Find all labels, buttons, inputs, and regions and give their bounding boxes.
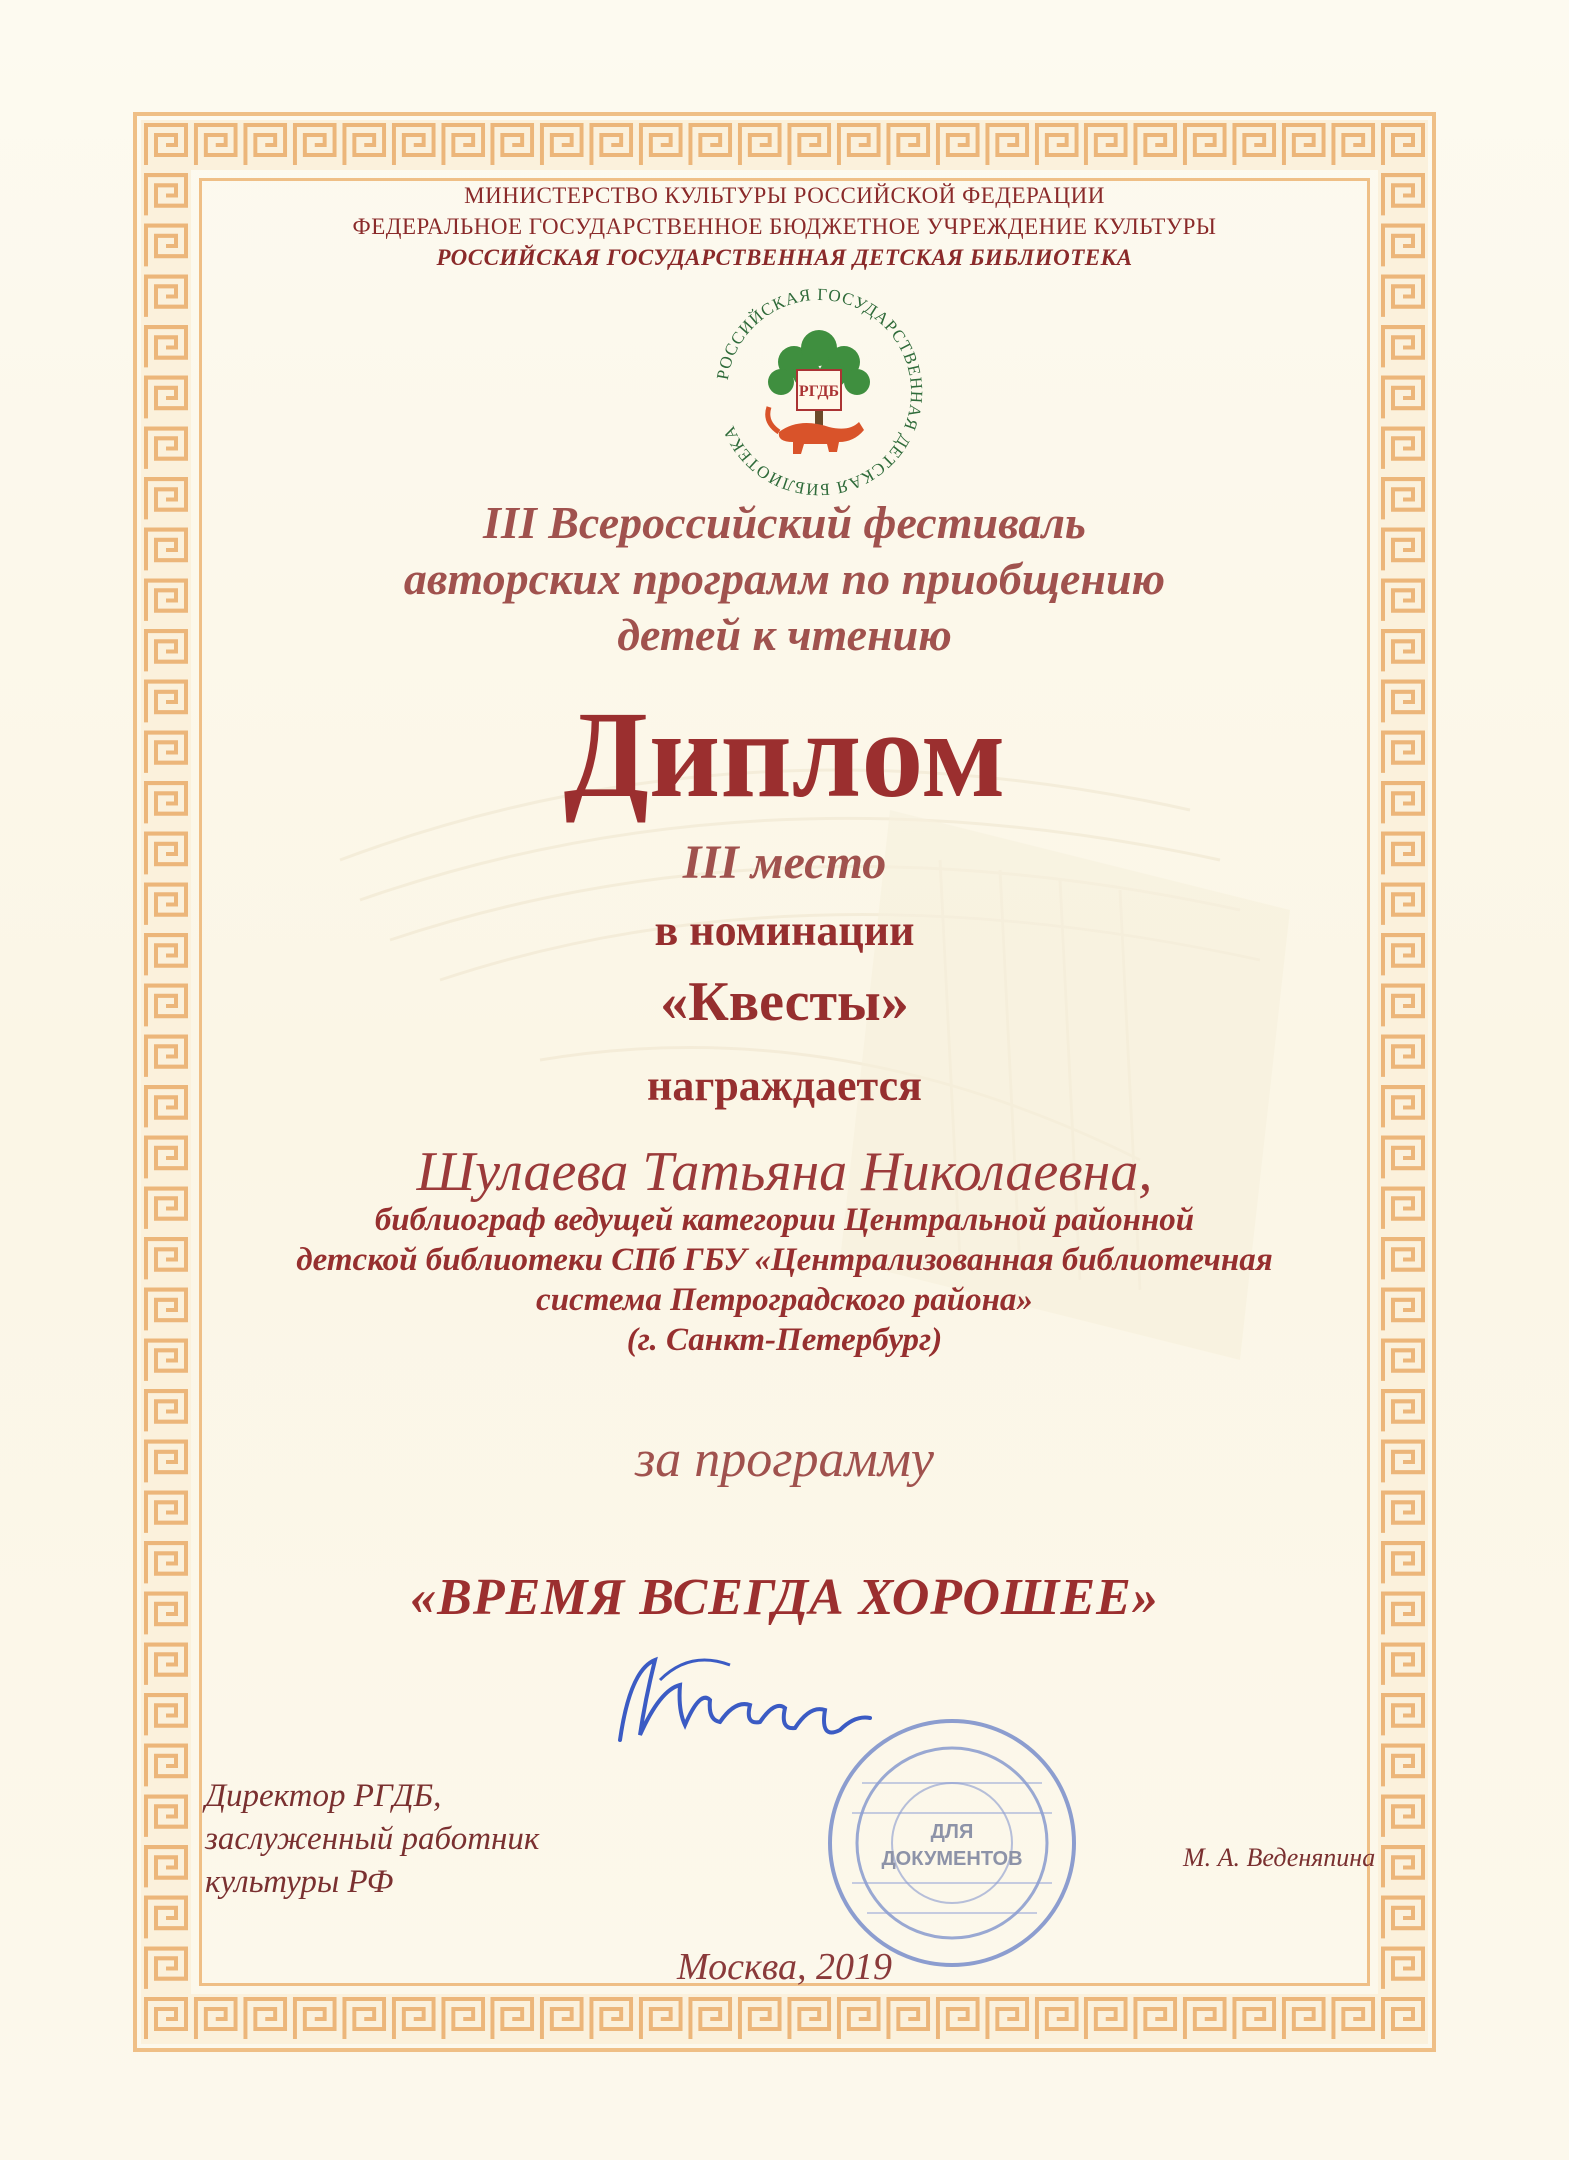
signatory-title-line-1: Директор РГДБ,	[205, 1778, 442, 1814]
official-stamp	[822, 1713, 1082, 1973]
library-name-line: РОССИЙСКАЯ ГОСУДАРСТВЕННАЯ ДЕТСКАЯ БИБЛИОТЕКА	[436, 245, 1133, 270]
signatory-title-line-2: заслуженный работник	[205, 1821, 540, 1857]
stamp-text-2: ДОКУМЕНТОВ	[881, 1848, 1023, 1870]
place-label: III место	[682, 836, 887, 889]
stamp-text-1: ДЛЯ	[930, 1821, 974, 1843]
festival-line-1: III Всероссийский фестиваль	[483, 497, 1086, 548]
festival-line-3: детей к чтению	[617, 609, 952, 660]
nomination-prefix: в номинации	[654, 906, 915, 955]
for-program-label: за программу	[634, 1431, 935, 1488]
recipient-position-line-4: (г. Санкт-Петербург)	[626, 1322, 943, 1358]
recipient-position-line-1: библиограф ведущей категории Центральной районной	[374, 1202, 1195, 1238]
logo-monogram: РГДБ	[798, 383, 840, 400]
diploma-title: Диплом	[563, 686, 1006, 823]
awarded-label: награждается	[647, 1061, 922, 1110]
signatory-title-line-3: культуры РФ	[205, 1864, 394, 1900]
program-title: «ВРЕМЯ ВСЕГДА ХОРОШЕЕ»	[410, 1569, 1159, 1626]
ministry-line: МИНИСТЕРСТВО КУЛЬТУРЫ РОССИЙСКОЙ ФЕДЕРАЦИИ	[464, 183, 1105, 208]
logo-ring-text: РОССИЙСКАЯ ГОСУДАРСТВЕННАЯ ДЕТСКАЯ БИБЛИОТЕКА	[712, 284, 927, 500]
recipient-position-line-2: детской библиотеки СПб ГБУ «Централизованная библиотечная	[296, 1242, 1273, 1278]
signatory-title	[205, 1775, 539, 1904]
nomination-name: «Квесты»	[660, 971, 909, 1033]
rgdb-logo	[709, 282, 929, 502]
institution-type-line: ФЕДЕРАЛЬНОЕ ГОСУДАРСТВЕННОЕ БЮДЖЕТНОЕ УЧРЕЖДЕНИЕ КУЛЬТУРЫ	[352, 214, 1217, 239]
recipient-position-line-3: система Петроградского района»	[536, 1282, 1033, 1318]
festival-line-2: авторских программ по приобщению	[403, 553, 1166, 604]
signatory-name: М. А. Веденяпина	[1183, 1843, 1376, 1872]
place-date: Москва, 2019	[677, 1946, 892, 1988]
recipient-name: Шулаева Татьяна Николаевна,	[416, 1141, 1153, 1203]
